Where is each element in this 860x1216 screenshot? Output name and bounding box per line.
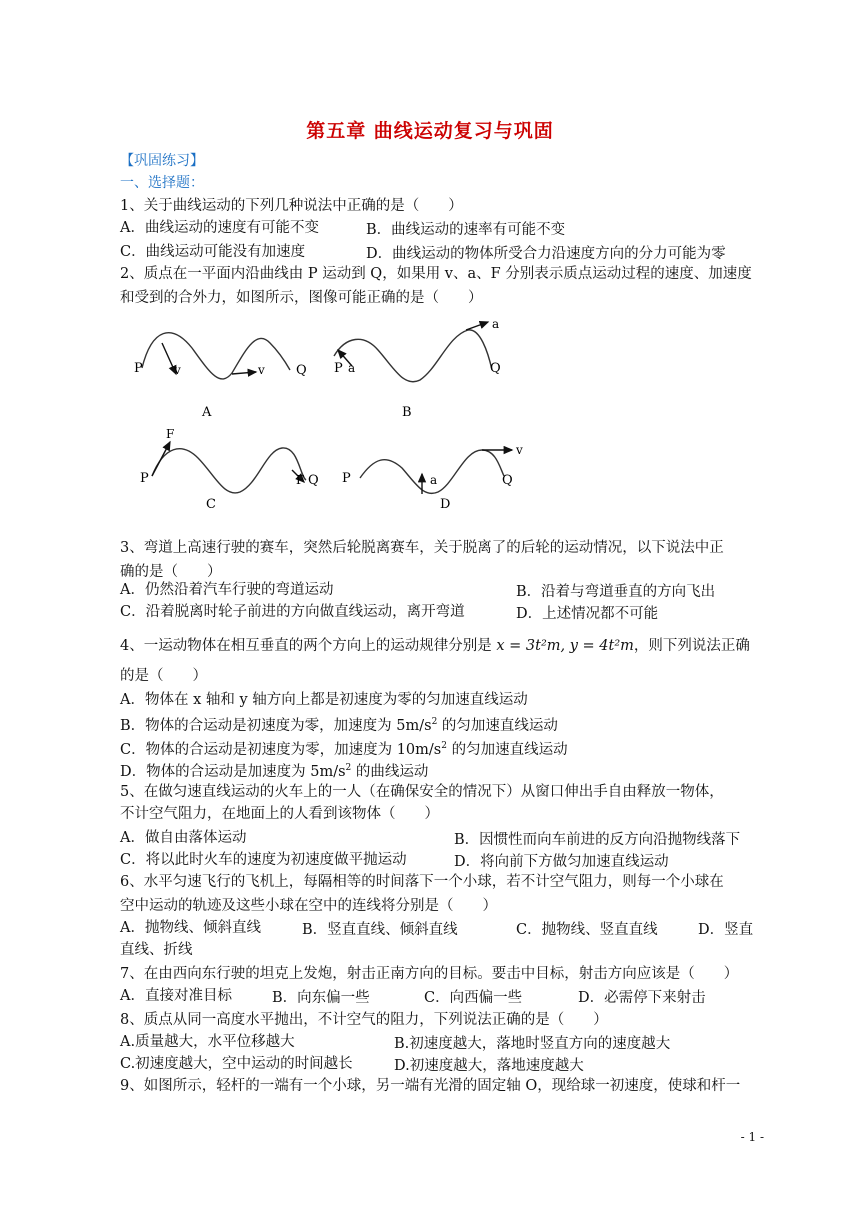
q6-stem-line2: 空中运动的轨迹及这些小球在空中的连线将分别是（ ） <box>120 898 497 914</box>
q5-option-a: A．做自由落体运动 <box>120 830 247 846</box>
a-label: a <box>430 473 438 487</box>
acceleration-arrow <box>466 322 488 330</box>
point-p-label: P <box>140 471 149 486</box>
q7-option-a: A．直接对准目标 <box>120 988 232 1004</box>
q9-stem: 9、如图所示，轻杆的一端有一个小球，另一端有光滑的固定轴 O，现给球一初速度，使球和杆一 <box>120 1078 741 1094</box>
q3-option-a: A．仍然沿着汽车行驶的弯道运动 <box>120 582 334 598</box>
q4-option-b-text-end: 的匀加速直线运动 <box>437 717 558 734</box>
q4-option-d <box>120 758 428 782</box>
q5-option-c: C．将以此时火车的速度为初速度做平抛运动 <box>120 852 407 868</box>
v-label: v <box>174 363 181 377</box>
q4-stem-line1 <box>120 636 750 656</box>
q7-option-d: D．必需停下来射击 <box>578 990 706 1006</box>
q4-stem-pre: 4、一运动物体在相互垂直的两个方向上的运动规律分别是 <box>120 638 492 654</box>
q4-option-c-text-end: 的匀加速直线运动 <box>446 741 568 758</box>
page-number: - 1 - <box>740 1130 764 1144</box>
q3-stem-line1: 3、弯道上高速行驶的赛车，突然后轮脱离赛车，关于脱离了的后轮的运动情况，以下说法中正 <box>120 540 724 556</box>
q1-option-a: A．曲线运动的速度有可能不变 <box>120 220 319 236</box>
figure-a <box>134 333 307 420</box>
f-label: F <box>166 427 175 441</box>
q4-option-d-text-end: 的曲线运动 <box>351 763 429 780</box>
velocity-arrow <box>232 372 256 374</box>
q8-option-d: D.初速度越大，落地速度越大 <box>394 1058 584 1074</box>
q6-option-d-cont: 直线、折线 <box>120 942 193 958</box>
figure-d <box>342 443 523 512</box>
figure-label-d: D <box>440 497 451 512</box>
q4-option-c <box>120 736 568 760</box>
chapter-title: 第五章 曲线运动复习与巩固 <box>306 120 554 142</box>
q2-stem-line2: 和受到的合外力，如图所示，图像可能正确的是（ ） <box>120 290 483 306</box>
q1-option-c: C．曲线运动可能没有加速度 <box>120 244 306 260</box>
q1-option-d: D．曲线运动的物体所受合力沿速度方向的分力可能为零 <box>366 246 726 262</box>
q8-option-c: C.初速度越大，空中运动的时间越长 <box>120 1056 353 1072</box>
f-label: F <box>296 473 305 487</box>
q3-option-b: B．沿着与弯道垂直的方向飞出 <box>516 584 716 600</box>
q8-option-b: B.初速度越大，落地时竖直方向的速度越大 <box>394 1036 671 1052</box>
point-p-label: P <box>342 471 351 486</box>
q2-stem-line1: 2、质点在一平面内沿曲线由 P 运动到 Q，如果用 v、a、F 分别表示质点运动过程的速度、加速度 <box>120 266 752 282</box>
q4-option-c-text: C．物体的合运动是初速度为零，加速度为 10m/s <box>120 741 442 758</box>
v-label: v <box>258 363 265 377</box>
a-label: a <box>492 317 500 331</box>
superscript: 2 <box>431 717 438 727</box>
point-q-label: Q <box>490 361 501 376</box>
q5-option-b: B．因惯性而向车前进的反方向沿抛物线落下 <box>454 832 741 848</box>
q2-figure <box>120 308 540 518</box>
point-q-label: Q <box>296 363 307 378</box>
point-p-label: P <box>134 361 143 376</box>
q6-option-d: D．竖直 <box>698 922 754 938</box>
q1-stem: 1、关于曲线运动的下列几种说法中正确的是（ ） <box>120 198 463 214</box>
q7-stem: 7、在由西向东行驶的坦克上发炮，射击正南方向的目标。要击中目标，射击方向应该是（ ） <box>120 966 739 982</box>
q4-option-b-text: B．物体的合运动是初速度为零，加速度为 5m/s <box>120 717 432 734</box>
q6-option-a: A．抛物线、倾斜直线 <box>120 920 261 936</box>
q4-formula: x = 3t²m, y = 4t²m <box>496 638 634 654</box>
point-q-label: Q <box>502 473 513 488</box>
q6-stem-line1: 6、水平匀速飞行的飞机上，每隔相等的时间落下一个小球，若不计空气阻力，则每一个小球在 <box>120 874 724 890</box>
q6-option-b: B．竖直直线、倾斜直线 <box>302 922 458 938</box>
q5-stem-line1: 5、在做匀速直线运动的火车上的一人（在确保安全的情况下）从窗口伸出手自由释放一物体， <box>120 784 724 800</box>
q3-option-c: C．沿着脱离时轮子前进的方向做直线运动，离开弯道 <box>120 604 465 620</box>
a-label: a <box>348 361 356 375</box>
q4-option-b <box>120 712 558 736</box>
force-arrow <box>152 442 170 476</box>
point-q-label: Q <box>308 473 319 488</box>
q3-option-d: D．上述情况都不可能 <box>516 606 659 622</box>
superscript: 2 <box>441 741 447 751</box>
q8-stem: 8、质点从同一高度水平抛出，不计空气的阻力，下列说法正确的是（ ） <box>120 1012 608 1028</box>
section-practice: 【巩固练习】 <box>120 153 204 169</box>
q4-option-d-text: D．物体的合运动是加速度为 5m/s <box>120 763 346 780</box>
q4-stem-post: ，则下列说法正确 <box>633 638 750 654</box>
superscript: 2 <box>345 763 352 773</box>
v-label: v <box>516 443 523 457</box>
q5-stem-line2: 不计空气阻力，在地面上的人看到该物体（ ） <box>120 806 439 822</box>
figure-b <box>334 317 501 420</box>
figure-c <box>140 427 319 512</box>
q4-option-a: A．物体在 x 轴和 y 轴方向上都是初速度为零的匀加速直线运动 <box>120 692 528 708</box>
figure-label-a: A <box>202 405 212 420</box>
q6-option-c: C．抛物线、竖直直线 <box>516 922 658 938</box>
q1-option-b: B．曲线运动的速率有可能不变 <box>366 222 566 238</box>
q3-stem-line2: 确的是（ ） <box>120 564 222 580</box>
q4-stem-line2: 的是（ ） <box>120 668 207 684</box>
q5-option-d: D．将向前下方做匀加速直线运动 <box>454 854 669 870</box>
section-choice: 一、选择题： <box>120 175 204 191</box>
figure-label-b: B <box>402 405 412 420</box>
q7-option-b: B．向东偏一些 <box>272 990 370 1006</box>
figure-label-c: C <box>206 497 216 512</box>
q7-option-c: C．向西偏一些 <box>424 990 523 1006</box>
q8-option-a: A.质量越大，水平位移越大 <box>120 1034 295 1050</box>
point-p-label: P <box>334 361 343 376</box>
